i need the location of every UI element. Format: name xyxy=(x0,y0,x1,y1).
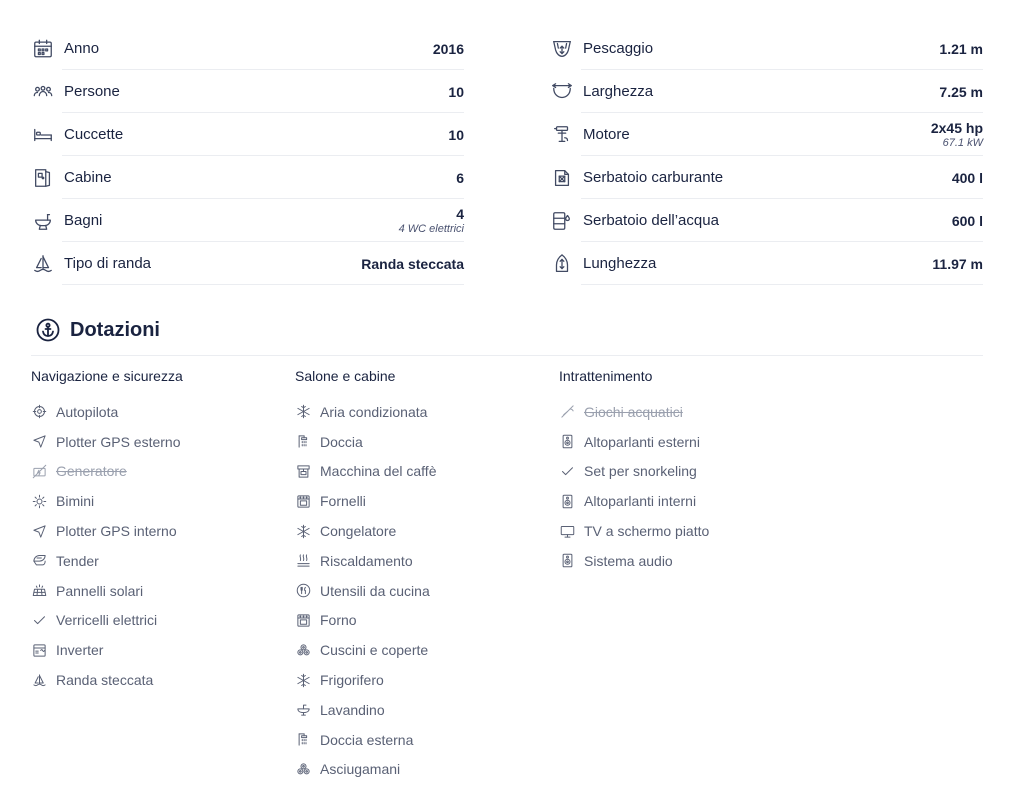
calendar-icon xyxy=(31,37,55,61)
feature-label: Cuscini e coperte xyxy=(320,642,429,659)
sail-icon xyxy=(31,672,47,688)
spec-value xyxy=(399,206,464,235)
feature-label: Utensili da cucina xyxy=(320,582,430,599)
check-icon xyxy=(559,463,575,479)
feature-item xyxy=(295,427,559,457)
spec-row-left-1 xyxy=(31,70,464,113)
spec-value-main: 10 xyxy=(448,83,464,100)
spec-row-left-4 xyxy=(31,199,464,242)
spec-label: Larghezza xyxy=(583,83,654,100)
feature-item xyxy=(559,457,823,487)
spec-value xyxy=(931,120,983,149)
feature-label: Generatore xyxy=(56,463,127,480)
spec-row-left-0 xyxy=(31,27,464,70)
feature-label: Altoparlanti interni xyxy=(584,493,697,510)
shower-icon xyxy=(295,434,311,450)
spec-value-main: 1.21 m xyxy=(939,40,983,57)
towels-icon xyxy=(295,761,311,777)
spec-label: Persone xyxy=(64,83,120,100)
spec-label: Cabine xyxy=(64,169,112,186)
coffee-machine-icon xyxy=(295,463,311,479)
section-divider xyxy=(31,355,983,356)
feature-label: Bimini xyxy=(56,493,95,510)
tv-icon xyxy=(559,523,575,539)
spec-value xyxy=(952,170,983,186)
spec-row-right-1 xyxy=(550,70,983,113)
shower-icon xyxy=(295,732,311,748)
spec-value xyxy=(448,84,464,100)
spec-value xyxy=(456,170,464,186)
feature-label: Plotter GPS esterno xyxy=(56,433,181,450)
spec-label: Anno xyxy=(64,40,100,57)
spec-row-left-3 xyxy=(31,156,464,199)
utensils-icon xyxy=(295,583,311,599)
feature-item xyxy=(295,397,559,427)
feature-item xyxy=(559,546,823,576)
feature-item xyxy=(295,576,559,606)
section-title: Dotazioni xyxy=(70,318,160,341)
snowflake-icon xyxy=(295,404,311,420)
spec-row-right-0 xyxy=(550,27,983,70)
spec-value-main: 2016 xyxy=(432,40,464,57)
speaker-icon xyxy=(559,434,575,450)
section-header xyxy=(36,318,160,342)
feature-item xyxy=(31,427,295,457)
anchor-icon xyxy=(36,318,60,342)
spec-value xyxy=(361,256,464,272)
spec-label: Cuccette xyxy=(64,126,124,143)
feature-item xyxy=(295,486,559,516)
feature-item xyxy=(295,665,559,695)
feature-label: Fornelli xyxy=(320,493,366,510)
snowflake-icon xyxy=(295,523,311,539)
spec-row-right-3 xyxy=(550,156,983,199)
people-icon xyxy=(31,80,55,104)
specs-column-right xyxy=(550,27,983,285)
feature-label: Riscaldamento xyxy=(320,552,413,569)
feature-item xyxy=(31,516,295,546)
feature-label: Macchina del caffè xyxy=(320,463,437,480)
spec-value-main: 2x45 hp xyxy=(930,120,983,136)
spec-value xyxy=(433,41,464,57)
fuel-tank-icon xyxy=(550,166,574,190)
sink-icon xyxy=(295,702,311,718)
feature-item xyxy=(31,546,295,576)
sail-icon xyxy=(31,252,55,276)
spec-row-right-4 xyxy=(550,199,983,242)
spec-label: Bagni xyxy=(64,212,103,229)
spec-value xyxy=(939,84,983,100)
solar-panel-icon xyxy=(31,583,47,599)
spec-value-detail: 67.1 kW xyxy=(942,137,983,149)
feature-item xyxy=(295,725,559,755)
spec-label: Serbatoio carburante xyxy=(583,169,724,186)
feature-item xyxy=(295,695,559,725)
feature-label: Set per snorkeling xyxy=(584,463,697,480)
feature-item xyxy=(559,516,823,546)
spec-value-main: 400 l xyxy=(951,169,983,186)
door-icon xyxy=(31,166,55,190)
feature-label: Frigorifero xyxy=(320,672,384,689)
draft-icon xyxy=(550,37,574,61)
spec-label: Serbatoio dell’acqua xyxy=(583,212,719,229)
specs-grid xyxy=(31,27,983,285)
spec-value xyxy=(952,213,983,229)
feature-label: Altoparlanti esterni xyxy=(584,433,700,450)
spec-label: Lunghezza xyxy=(583,255,657,272)
spec-value-main: 7.25 m xyxy=(939,83,983,100)
spec-value-detail: 4 WC elettrici xyxy=(398,223,464,235)
spec-row-left-2 xyxy=(31,113,464,156)
features-grid xyxy=(31,368,823,784)
feature-item xyxy=(295,755,559,785)
bed-icon xyxy=(31,123,55,147)
feature-item xyxy=(31,457,295,487)
navigation-arrow-icon xyxy=(31,434,47,450)
feature-item xyxy=(31,486,295,516)
feature-item xyxy=(31,635,295,665)
generator-icon xyxy=(31,463,47,479)
features-category-heading: Salone e cabine xyxy=(295,368,396,384)
feature-item xyxy=(31,665,295,695)
feature-item xyxy=(295,635,559,665)
spec-value xyxy=(939,41,983,57)
spec-value-main: Randa steccata xyxy=(361,255,464,272)
feature-item xyxy=(295,606,559,636)
beam-icon xyxy=(550,80,574,104)
feature-label: Autopilota xyxy=(56,403,119,420)
heating-icon xyxy=(295,553,311,569)
spec-value xyxy=(932,256,983,272)
autopilot-icon xyxy=(31,404,47,420)
spec-value-main: 11.97 m xyxy=(932,255,983,272)
feature-label: Asciugamani xyxy=(320,761,401,778)
feature-label: Tender xyxy=(56,552,99,569)
feature-item xyxy=(31,576,295,606)
feature-item xyxy=(559,397,823,427)
feature-label: Congelatore xyxy=(320,523,397,540)
water-tank-icon xyxy=(550,209,574,233)
spec-row-right-2 xyxy=(550,113,983,156)
speaker-icon xyxy=(559,553,575,569)
feature-label: Verricelli elettrici xyxy=(56,612,158,629)
spec-label: Pescaggio xyxy=(583,40,654,57)
snowflake-icon xyxy=(295,672,311,688)
towels-icon xyxy=(295,642,311,658)
tender-icon xyxy=(31,553,47,569)
feature-item xyxy=(31,397,295,427)
spec-label: Tipo di randa xyxy=(64,255,151,272)
features-column-1 xyxy=(295,368,559,784)
check-icon xyxy=(31,612,47,628)
features-category-heading: Intrattenimento xyxy=(559,368,653,384)
features-column-2 xyxy=(559,368,823,784)
length-icon xyxy=(550,252,574,276)
navigation-arrow-icon xyxy=(31,523,47,539)
feature-label: Randa steccata xyxy=(56,672,154,689)
feature-label: Aria condizionata xyxy=(320,403,428,420)
spec-value xyxy=(448,127,464,143)
spec-value-main: 4 xyxy=(456,206,464,222)
spec-value-main: 6 xyxy=(456,169,464,186)
specs-column-left xyxy=(31,27,464,285)
feature-label: Lavandino xyxy=(320,701,385,718)
feature-label: Plotter GPS interno xyxy=(56,523,177,540)
inverter-icon xyxy=(31,642,47,658)
feature-item xyxy=(559,486,823,516)
spec-label: Motore xyxy=(583,126,630,143)
features-column-0 xyxy=(31,368,295,784)
feature-label: Doccia esterna xyxy=(320,731,414,748)
speaker-icon xyxy=(559,493,575,509)
sun-icon xyxy=(31,493,47,509)
feature-item xyxy=(559,427,823,457)
toilet-icon xyxy=(31,209,55,233)
toy-icon xyxy=(559,404,575,420)
feature-label: Sistema audio xyxy=(584,552,673,569)
feature-label: Pannelli solari xyxy=(56,582,144,599)
feature-item xyxy=(295,457,559,487)
spec-row-right-5 xyxy=(550,242,983,285)
features-category-heading: Navigazione e sicurezza xyxy=(31,368,183,384)
engine-icon xyxy=(550,123,574,147)
feature-label: Forno xyxy=(320,612,357,629)
spec-value-main: 600 l xyxy=(951,212,983,229)
spec-row-left-5 xyxy=(31,242,464,285)
feature-item xyxy=(31,606,295,636)
feature-label: Inverter xyxy=(56,642,104,659)
feature-label: Giochi acquatici xyxy=(584,403,683,420)
feature-item xyxy=(295,546,559,576)
spec-value-main: 10 xyxy=(448,126,464,143)
feature-label: TV a schermo piatto xyxy=(584,523,710,540)
stove-icon xyxy=(295,493,311,509)
feature-item xyxy=(295,516,559,546)
stove-icon xyxy=(295,612,311,628)
feature-label: Doccia xyxy=(320,433,363,450)
